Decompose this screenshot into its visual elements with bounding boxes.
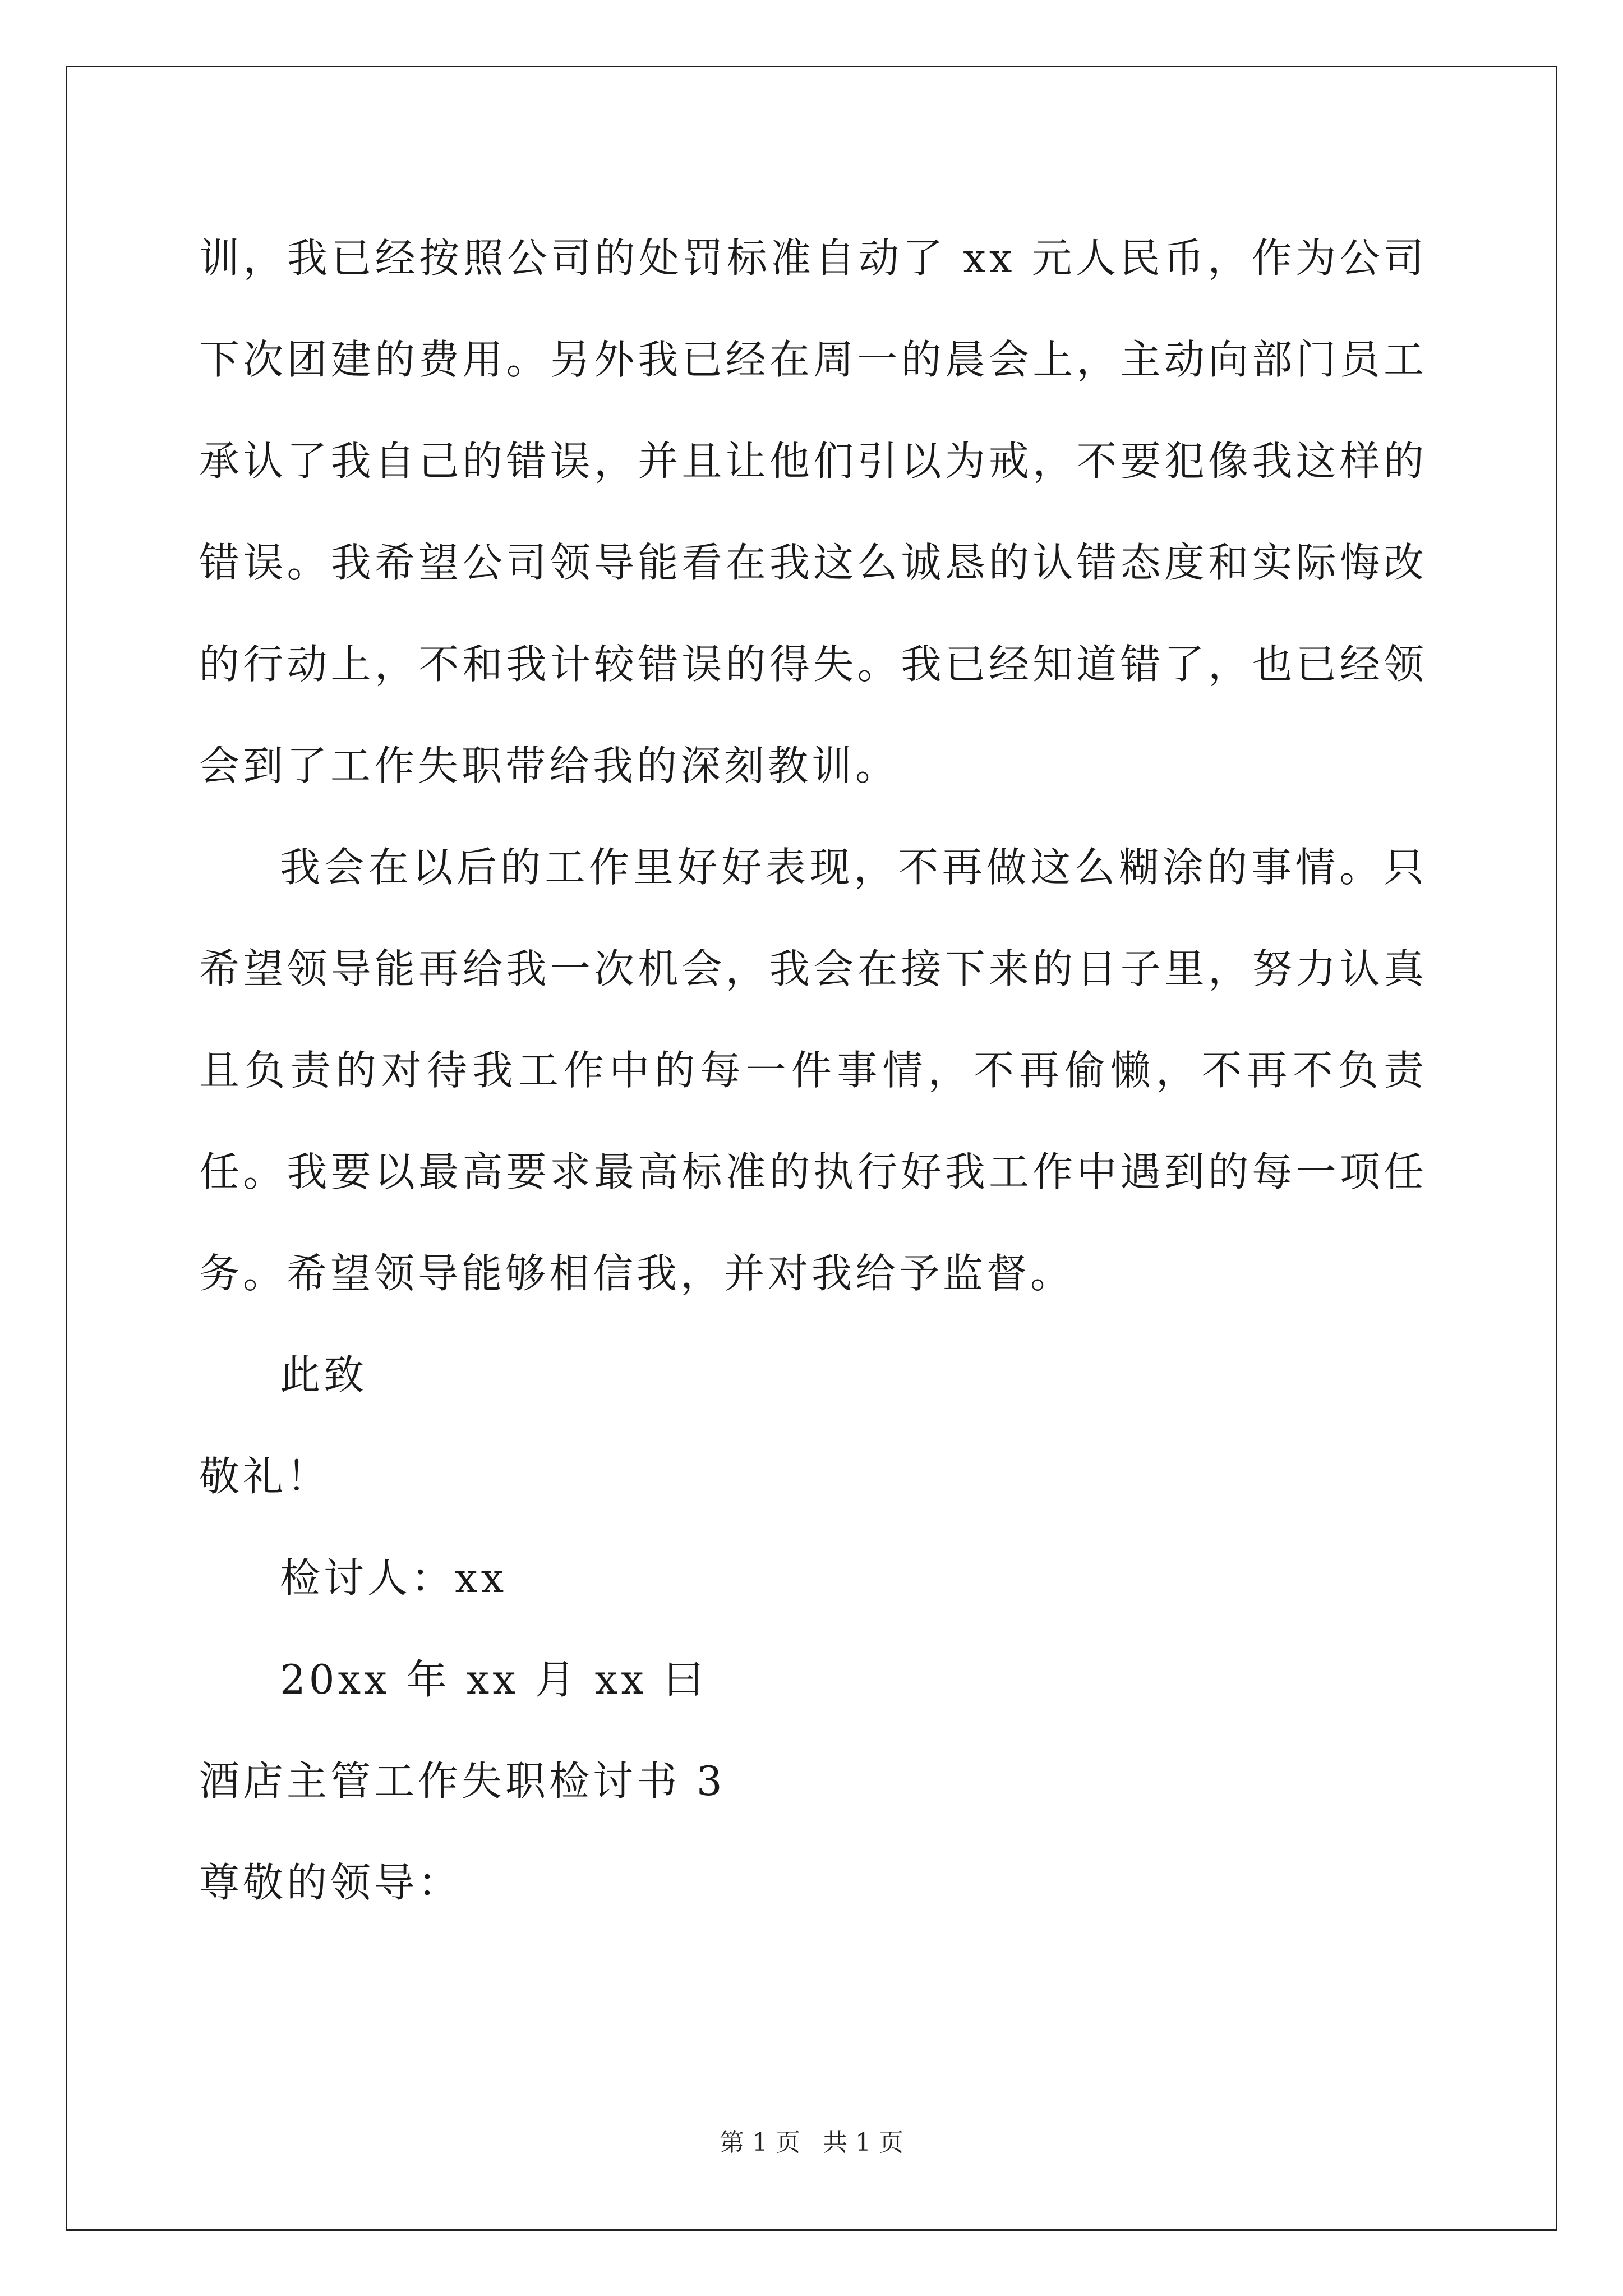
signer-line: 检讨人：xx [280,1554,508,1602]
page-total: 共 1 页 [823,2128,903,2157]
next-section-greeting: 尊敬的领导： [199,1859,462,1906]
paragraph-promise: 我会在以后的工作里好好表现，不再做这么糊涂的事情。只希望领导能再给我一次机会，我会在接下来的日子里，努力认真且负责的对待我工作中的每一件事情，不再偷懒，不再不负责任。我要以最高要求最高标准的执行好我工作中遇到的每一项任务。希望领导能够相信我，并对我给予监督。 [199,844,1427,1297]
document-body [199,208,1427,1934]
next-section-title: 酒店主管工作失职检讨书 3 [199,1757,726,1805]
paragraph-continuation: 训，我已经按照公司的处罚标准自动了 xx 元人民币，作为公司下次团建的费用。另外我已经在周一的晨会上，主动向部门员工承认了我自己的错误，并且让他们引以为戒，不要犯像我这样的错误。我希望公司领导能看在我这么诚恳的认错态度和实际悔改的行动上，不和我计较错误的得失。我已经知道错了，也已经领会到了工作失职带给我的深刻教训。 [199,234,1427,789]
salute: 敬礼！ [199,1453,331,1500]
closing-phrase: 此致 [280,1351,368,1398]
date-line: 20xx 年 xx 月 xx 曰 [280,1656,707,1703]
page-number: 第 1 页 [720,2128,800,2157]
page-footer [0,2126,1623,2160]
